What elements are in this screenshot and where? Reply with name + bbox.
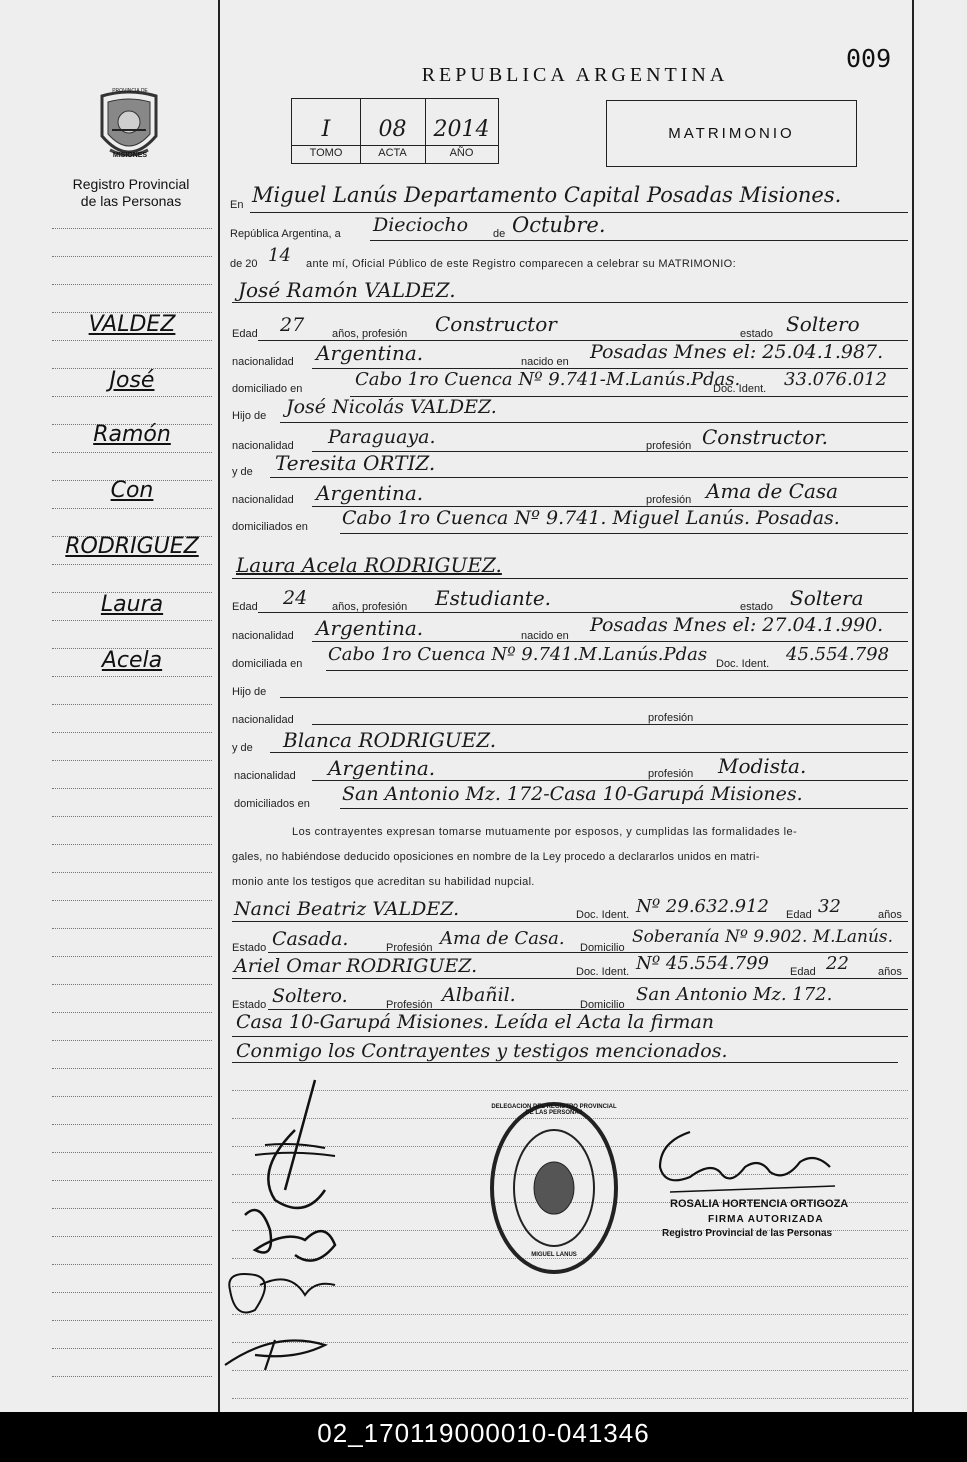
margin-dotted-line — [52, 1012, 212, 1013]
witness2-name: Ariel Omar RODRIGUEZ. — [234, 955, 478, 977]
official-seal — [488, 1100, 620, 1276]
record-id-box — [291, 98, 499, 164]
margin-dotted-line — [52, 956, 212, 957]
witness1-prof-label: Profesión — [386, 942, 433, 954]
groom-doc: 33.076.012 — [784, 369, 888, 390]
groom-hijo-label: Hijo de — [232, 410, 267, 422]
declaration-line-1: Los contrayentes expresan tomarse mutuamente por esposos, y cumplidas las formalidades le- — [292, 826, 798, 838]
bride-father-nat-label: nacionalidad — [232, 714, 294, 726]
witness1-estado: Casada. — [272, 928, 349, 950]
margin-dotted-line — [52, 1292, 212, 1293]
marriage-day: Dieciocho — [373, 214, 469, 236]
margin-dotted-line — [52, 620, 212, 621]
bride-estado: Soltera — [790, 586, 864, 610]
witness1-edad-label: Edad — [786, 909, 812, 921]
groom-mother-prof-label: profesión — [646, 494, 692, 506]
bride-mother-prof-label: profesión — [648, 768, 694, 780]
margin-dotted-line — [52, 1180, 212, 1181]
groom-name: José Ramón VALDEZ. — [238, 278, 456, 302]
closing-line-2: Conmigo los Contrayentes y testigos mencionados. — [236, 1040, 728, 1062]
groom-mother: Teresita ORTIZ. — [275, 451, 436, 475]
bride-profession: Estudiante. — [435, 586, 552, 610]
margin-surname-bride: RODRIGUEZ — [65, 534, 199, 559]
bride-mother: Blanca RODRIGUEZ. — [283, 728, 497, 752]
groom-anos-label: años, profesión — [332, 328, 408, 340]
signatures — [215, 1070, 365, 1380]
witness2-age: 22 — [826, 953, 849, 974]
emblem-caption-top: PROVINCIA DE — [112, 88, 148, 94]
groom-parents-domicile-label: domiciliados en — [232, 521, 308, 533]
groom-father: José Nicolás VALDEZ. — [286, 396, 497, 418]
bride-doc: 45.554.798 — [786, 644, 890, 665]
bride-address: Cabo 1ro Cuenca Nº 9.741.M.Lanús.Pdas — [328, 644, 708, 665]
officer-registry: Registro Provincial de las Personas — [662, 1228, 833, 1239]
registry-name-line1: Registro Provincial — [72, 176, 190, 192]
groom-profession: Constructor — [435, 312, 557, 336]
officer-title: FIRMA AUTORIZADA — [708, 1214, 824, 1225]
groom-father-nat-label: nacionalidad — [232, 440, 294, 452]
margin-name-groom-2: Ramón — [93, 422, 171, 447]
witness2-anos-label: años — [878, 966, 902, 978]
groom-edad-label: Edad — [232, 328, 258, 340]
bride-parents-domicile-label: domiciliados en — [234, 798, 310, 810]
bride-hijo-label: Hijo de — [232, 686, 267, 698]
margin-dotted-line — [52, 928, 212, 929]
witness2-estado-label: Estado — [232, 999, 267, 1011]
groom-estado-label: estado — [740, 328, 774, 340]
witness2-doc: Nº 45.554.799 — [636, 953, 769, 974]
form-type-label: MATRIMONIO — [668, 125, 795, 142]
margin-dotted-line — [52, 760, 212, 761]
margin-dotted-line — [52, 452, 212, 453]
margin-dotted-line — [52, 1068, 212, 1069]
groom-father-nationality: Paraguaya. — [328, 426, 436, 448]
officer-name: ROSALIA HORTENCIA ORTIGOZA — [670, 1198, 849, 1210]
witness1-name: Nanci Beatriz VALDEZ. — [234, 898, 460, 920]
seal-text: DELEGACION DEL REGISTRO PROVINCIAL DE LAS PERSONAS — [491, 1104, 617, 1116]
groom-estado: Soltero — [786, 312, 860, 336]
margin-dotted-line — [52, 1264, 212, 1265]
margin-dotted-line — [52, 1040, 212, 1041]
bride-mother-nationality: Argentina. — [328, 756, 436, 780]
margin-dotted-line — [52, 1208, 212, 1209]
bride-nacido-label: nacido en — [521, 630, 569, 642]
republica-label: República Argentina, a — [230, 228, 341, 240]
witness2-doc-label: Doc. Ident. — [576, 966, 630, 978]
marriage-month: Octubre. — [512, 213, 606, 237]
margin-dotted-line — [52, 1152, 212, 1153]
groom-nationality: Argentina. — [316, 341, 424, 365]
bride-doc-label: Doc. Ident. — [716, 658, 770, 670]
groom-father-profession: Constructor. — [702, 425, 828, 449]
witness1-doc: Nº 29.632.912 — [636, 896, 769, 917]
margin-dotted-line — [52, 704, 212, 705]
margin-dotted-line — [52, 340, 212, 341]
margin-dotted-line — [52, 900, 212, 901]
witness1-doc-label: Doc. Ident. — [576, 909, 630, 921]
bride-estado-label: estado — [740, 601, 774, 613]
page-number: 009 — [846, 44, 892, 73]
anio-value: 2014 — [433, 117, 490, 142]
margin-surname-groom: VALDEZ — [88, 312, 176, 337]
bride-parents-address: San Antonio Mz. 172-Casa 10-Garupá Misiones. — [342, 783, 803, 805]
bride-mother-nat-label: nacionalidad — [234, 770, 296, 782]
margin-dotted-line — [52, 844, 212, 845]
declaration-line-2: gales, no habiéndose deducido oposiciones en nombre de la Ley procedo a declararlos unidos en matri- — [232, 851, 760, 863]
signature-dotted-line — [232, 1398, 908, 1399]
margin-dotted-line — [52, 1236, 212, 1237]
right-margin-rule — [912, 0, 914, 1412]
seal-bottom-text: MIGUEL LANUS — [531, 1252, 577, 1258]
year-label: de 20 — [230, 258, 258, 270]
margin-dotted-line — [52, 284, 212, 285]
groom-mother-nat-label: nacionalidad — [232, 494, 294, 506]
witness2-domicilio-label: Domicilio — [580, 999, 625, 1011]
witness1-domicilio-label: Domicilio — [580, 942, 625, 954]
margin-dotted-line — [52, 396, 212, 397]
margin-dotted-line — [52, 508, 212, 509]
bride-mother-profession: Modista. — [718, 754, 807, 778]
witness1-age: 32 — [818, 896, 841, 917]
witness2-estado: Soltero. — [272, 985, 348, 1007]
country-title: REPUBLICA ARGENTINA — [421, 64, 729, 86]
groom-age: 27 — [280, 314, 305, 336]
bride-domicile-label: domiciliada en — [232, 658, 303, 670]
bride-father-prof-label: profesión — [648, 712, 694, 724]
groom-parents-address: Cabo 1ro Cuenca Nº 9.741. Miguel Lanús. Posadas. — [342, 507, 840, 529]
margin-dotted-line — [52, 816, 212, 817]
margin-dotted-line — [52, 788, 212, 789]
witness1-estado-label: Estado — [232, 942, 267, 954]
witness2-profession: Albañil. — [442, 984, 516, 1006]
tomo-label: TOMO — [309, 147, 343, 159]
margin-dotted-line — [52, 1096, 212, 1097]
marriage-place: Miguel Lanús Departamento Capital Posadas Misiones. — [252, 183, 842, 207]
margin-dotted-line — [52, 984, 212, 985]
groom-nacido-label: nacido en — [521, 356, 569, 368]
groom-father-prof-label: profesión — [646, 440, 692, 452]
witness2-edad-label: Edad — [790, 966, 816, 978]
margin-dotted-line — [52, 676, 212, 677]
groom-doc-label: Doc. Ident. — [713, 383, 767, 395]
margin-dotted-line — [52, 1124, 212, 1125]
bride-nationality-label: nacionalidad — [232, 630, 294, 642]
groom-domicile-label: domiciliado en — [232, 383, 303, 395]
de-label: de — [493, 228, 506, 240]
witness2-address: San Antonio Mz. 172. — [636, 984, 833, 1005]
bride-edad-label: Edad — [232, 601, 258, 613]
witness1-address: Soberanía Nº 9.902. M.Lanús. — [632, 927, 894, 947]
officer-signature — [650, 1122, 840, 1202]
groom-address: Cabo 1ro Cuenca Nº 9.741-M.Lanús.Pdas. — [355, 369, 741, 390]
bride-age: 24 — [283, 587, 308, 609]
margin-dotted-line — [52, 228, 212, 229]
groom-mother-nationality: Argentina. — [316, 481, 424, 505]
tomo-value: I — [321, 117, 331, 142]
margin-conjunction: Con — [110, 478, 154, 503]
witness2-prof-label: Profesión — [386, 999, 433, 1011]
bride-anos-label: años, profesión — [332, 601, 408, 613]
groom-mother-profession: Ama de Casa — [706, 479, 839, 503]
margin-dotted-line — [52, 872, 212, 873]
margin-dotted-line — [52, 1376, 212, 1377]
margin-name-groom-1: José — [109, 368, 155, 393]
bride-nationality: Argentina. — [316, 616, 424, 640]
margin-dotted-line — [52, 1348, 212, 1349]
groom-birth: Posadas Mnes el: 25.04.1.987. — [590, 341, 884, 363]
document-code: 02_170119000010-041346 — [0, 1412, 967, 1462]
margin-dotted-line — [52, 256, 212, 257]
marriage-year-suffix: 14 — [268, 245, 291, 266]
bride-birth: Posadas Mnes el: 27.04.1.990. — [590, 614, 884, 636]
groom-nationality-label: nacionalidad — [232, 356, 294, 368]
bride-name: Laura Acela RODRIGUEZ. — [236, 553, 502, 577]
witness1-anos-label: años — [878, 909, 902, 921]
declaration-line-3: monio ante los testigos que acreditan su habilidad nupcial. — [232, 876, 535, 888]
margin-name-bride-2: Acela — [101, 648, 163, 673]
form-type-box — [606, 100, 857, 167]
bride-mother-yde-label: y de — [232, 742, 253, 754]
margin-dotted-line — [52, 732, 212, 733]
emblem-caption-bottom: MISIONES — [112, 152, 148, 159]
acta-value: 08 — [378, 117, 407, 142]
groom-mother-yde-label: y de — [232, 466, 253, 478]
anio-label: AÑO — [449, 147, 474, 159]
margin-name-bride-1: Laura — [100, 592, 164, 617]
margin-dotted-line — [52, 1320, 212, 1321]
acta-label: ACTA — [378, 147, 407, 159]
closing-line-1: Casa 10-Garupá Misiones. Leída el Acta la firman — [236, 1011, 715, 1033]
witness1-profession: Ama de Casa. — [440, 928, 565, 949]
appearance-statement: ante mí, Oficial Público de este Registro comparecen a celebrar su MATRIMONIO: — [306, 258, 736, 270]
en-label: En — [230, 199, 244, 211]
registry-name-line2: de las Personas — [80, 193, 182, 209]
margin-dotted-line — [52, 564, 212, 565]
